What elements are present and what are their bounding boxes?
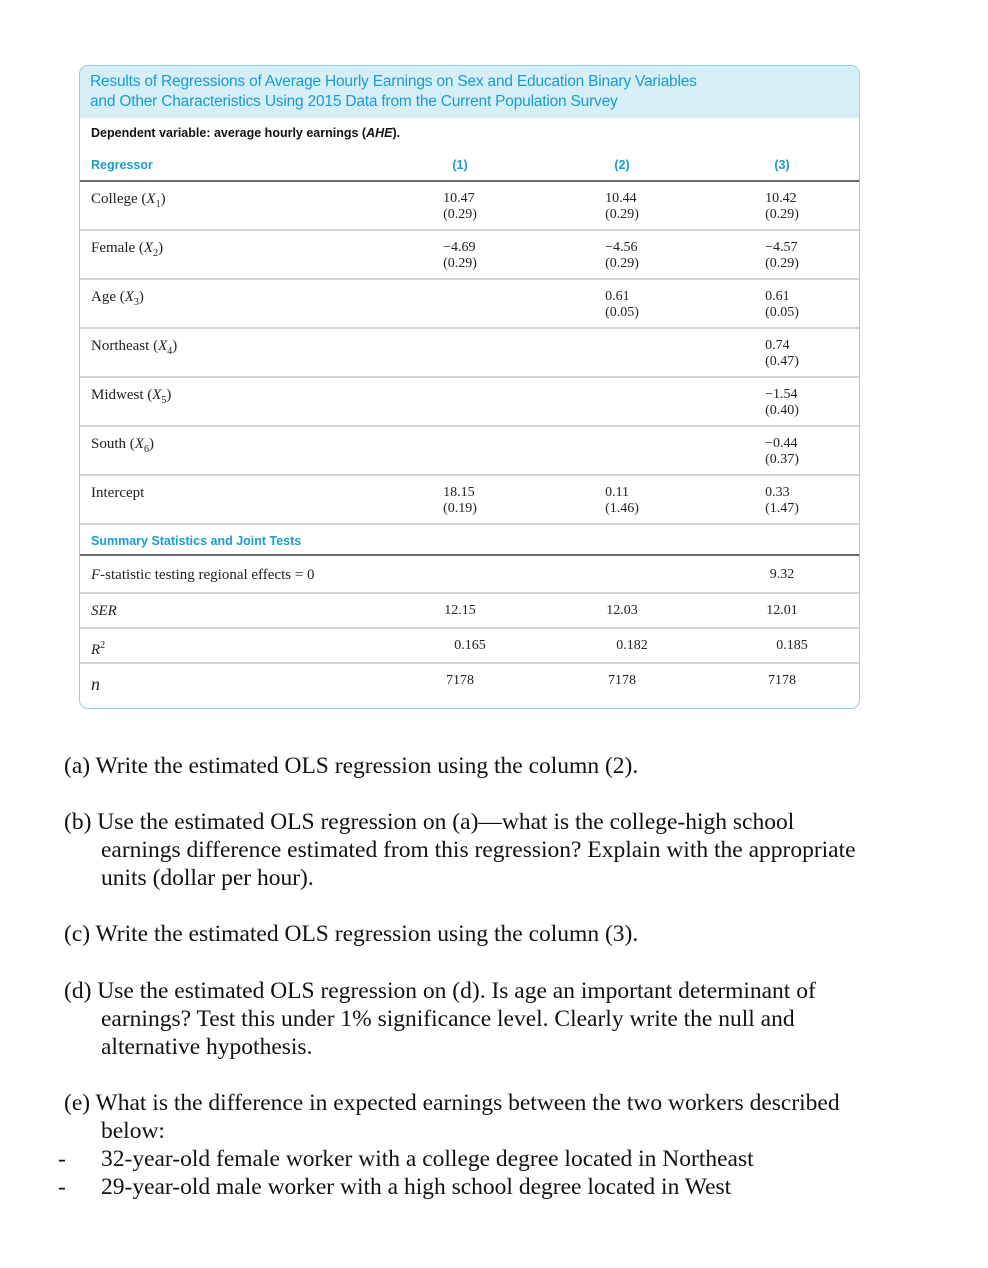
- cell-col-1: [420, 436, 500, 452]
- cell-col-1: 18.15 (0.19): [443, 485, 477, 516]
- cell-col-1: 0.165: [454, 638, 486, 653]
- ser-label: SER: [91, 603, 117, 619]
- regressor-label: Intercept: [91, 485, 145, 501]
- cell-col-1: −4.69 (0.29): [443, 240, 477, 271]
- cell-col-2: 0.11 (1.46): [605, 485, 639, 516]
- cell-col-2: [582, 436, 662, 452]
- summary-row-fstat: [80, 558, 859, 594]
- question-e-line-2: below:: [101, 1118, 165, 1144]
- header-col-3: (3): [774, 158, 790, 172]
- question-d: [64, 977, 904, 1061]
- cell-col-3: −4.57 (0.29): [765, 240, 799, 271]
- summary-header-label: Summary Statistics and Joint Tests: [91, 534, 302, 548]
- bullet-marker: -: [58, 1174, 66, 1200]
- regressor-label: Midwest $(X_5)$: [91, 387, 172, 406]
- question-c: (c) Write the estimated OLS regression using the column (3).: [64, 921, 639, 947]
- summary-row-ser: [80, 594, 859, 629]
- cell-col-2: 0.182: [616, 638, 648, 653]
- table-row-age: [80, 280, 859, 329]
- header-col-1: (1): [452, 158, 468, 172]
- cell-col-1: [420, 338, 500, 354]
- question-d-line-3: alternative hypothesis.: [101, 1034, 313, 1060]
- question-b: [64, 808, 904, 892]
- cell-col-3: 12.01: [766, 603, 798, 618]
- regressor-label: Female $(X_2)$: [91, 240, 164, 259]
- question-d-line-2: earnings? Test this under 1% significance level. Clearly write the null and: [101, 1006, 795, 1032]
- cell-col-1: 7178: [446, 673, 474, 688]
- cell-col-3: 0.74 (0.47): [765, 338, 799, 369]
- cell-col-3: 7178: [768, 673, 796, 688]
- cell-col-3: 0.185: [776, 638, 808, 653]
- question-b-line-2: earnings difference estimated from this regression? Explain with the appropriate: [101, 837, 856, 863]
- cell-col-3: −0.44 (0.37): [765, 436, 799, 467]
- cell-col-2: 7178: [608, 673, 636, 688]
- bullet-text: 29-year-old male worker with a high school degree located in West: [101, 1174, 732, 1200]
- dependent-variable-prefix: Dependent variable: average hourly earnings (: [91, 126, 367, 140]
- cell-col-1: 10.47 (0.29): [443, 191, 477, 222]
- table-row-female: [80, 231, 859, 280]
- regressor-label: College $(X_1)$: [91, 191, 166, 210]
- cell-col-3: 0.61 (0.05): [765, 289, 799, 320]
- table-row-south: [80, 427, 859, 476]
- cell-col-2: [582, 338, 662, 354]
- question-d-line-1: (d) Use the estimated OLS regression on (d). Is age an important determinant of: [64, 978, 816, 1004]
- question-e-line-1: (e) What is the difference in expected earnings between the two workers described: [64, 1090, 840, 1116]
- table-title: [80, 66, 859, 118]
- cell-col-1: [420, 289, 500, 305]
- table-row-intercept: [80, 476, 859, 525]
- worker-bullet-1: [58, 1145, 904, 1173]
- cell-col-2: 10.44 (0.29): [605, 191, 639, 222]
- dependent-variable-label: [91, 126, 400, 140]
- cell-col-1: [420, 387, 500, 403]
- worker-bullet-2: [58, 1173, 904, 1201]
- table-row-college: [80, 182, 859, 231]
- question-b-line-1: (b) Use the estimated OLS regression on (a)—what is the college-high school: [64, 809, 795, 835]
- table-header-row: [80, 154, 859, 182]
- bullet-text: 32-year-old female worker with a college degree located in Northeast: [101, 1146, 754, 1172]
- r2-label: $R^2$: [91, 640, 106, 658]
- cell-col-2: [582, 387, 662, 403]
- cell-col-1: 12.15: [444, 603, 476, 618]
- table-row-midwest: [80, 378, 859, 427]
- cell-col-3: 10.42 (0.29): [765, 191, 799, 222]
- dependent-variable-suffix: ).: [392, 126, 401, 140]
- cell-col-2: 0.61 (0.05): [605, 289, 639, 320]
- summary-row-n: [80, 664, 859, 704]
- header-regressor: Regressor: [91, 158, 153, 172]
- cell-col-2: 12.03: [606, 603, 638, 618]
- summary-row-r2: [80, 629, 859, 664]
- cell-col-3: 0.33 (1.47): [765, 485, 799, 516]
- regressor-label: Age $(X_3)$: [91, 289, 144, 308]
- header-col-2: (2): [614, 158, 630, 172]
- cell-col-3: −1.54 (0.40): [765, 387, 799, 418]
- n-label: n: [91, 674, 100, 694]
- regressor-label: South $(X_6)$: [91, 436, 154, 455]
- fstat-label: F-statistic testing regional effects = 0: [91, 567, 315, 583]
- regressor-label: Northeast $(X_4)$: [91, 338, 178, 357]
- question-e: [58, 1089, 904, 1201]
- regression-results-table: [79, 65, 860, 709]
- table-title-line-2: and Other Characteristics Using 2015 Data from the Current Population Survey: [90, 93, 618, 110]
- dependent-variable-abbr: AHE: [366, 126, 393, 140]
- question-b-line-3: units (dollar per hour).: [101, 865, 314, 891]
- table-row-northeast: [80, 329, 859, 378]
- question-a: (a) Write the estimated OLS regression using the column (2).: [64, 753, 639, 779]
- bullet-marker: -: [58, 1146, 66, 1172]
- summary-statistics-header: [80, 530, 859, 556]
- table-title-line-1: Results of Regressions of Average Hourly Earnings on Sex and Education Binary Variables: [90, 73, 697, 90]
- cell-col-2: −4.56 (0.29): [605, 240, 639, 271]
- cell-col-3: 9.32: [769, 567, 795, 582]
